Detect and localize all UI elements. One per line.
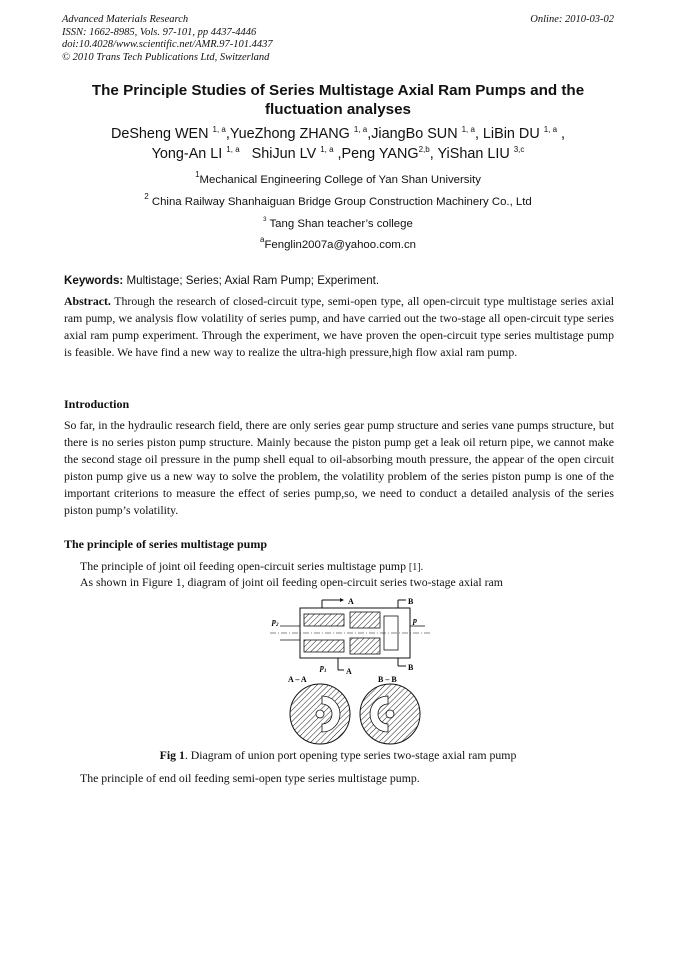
affiliation-2 xyxy=(62,192,614,208)
label-p-right: p xyxy=(413,616,417,625)
author-name: DeSheng WEN xyxy=(110,126,209,142)
introduction-heading: Introduction xyxy=(64,397,130,411)
figure-label: Fig 1 xyxy=(159,748,185,762)
affiliation-3 xyxy=(62,218,614,230)
author-affiliation-mark: 1, a xyxy=(353,125,368,134)
reference-link[interactable]: [1]. xyxy=(408,562,424,573)
author-name: ,JiangBo SUN xyxy=(367,126,458,142)
abstract-label: Abstract. xyxy=(64,294,111,308)
author-affiliation-mark: 3,c xyxy=(513,145,525,154)
author-name: , YiShan LIU xyxy=(429,146,510,162)
author-affiliation-mark: 1, a xyxy=(320,145,334,154)
email-text: Fenglin2007a@yahoo.com.cn xyxy=(264,239,416,251)
author-separator: , xyxy=(557,126,566,142)
label-a-bottom: A xyxy=(346,667,352,676)
introduction-text: So far, in the hydraulic research field, there are only series gear pump structure and series vane pumps structure, but there is no series piston pump structure. Mainly because the piston pump get a leak oil return pipe, we cannot make the second stage oil pressure in the pump shell equal to oil-absorbing mouth pressure, the appear of the open circuit piston pump give us a new way to solve the problem, the volatility problem of the series piston pump is one of the important criterions to measure the effect of series pump,so, we need to conduct a detailed analysis of the series piston pump’s volatility. xyxy=(64,418,614,517)
section-bb-label: B – B xyxy=(378,675,397,684)
pump-diagram-figure xyxy=(270,596,430,746)
caption-text: . Diagram of union port opening type series two-stage axial ram pump xyxy=(184,748,517,762)
affiliation-text: Tang Shan teacher’s college xyxy=(269,218,413,230)
affiliation-text: Mechanical Engineering College of Yan Shan University xyxy=(199,174,481,186)
closing-line: The principle of end oil feeding semi-open type series multistage pump. xyxy=(80,771,420,785)
author-affiliation-mark: 1, a xyxy=(543,125,558,134)
online-date: Online: 2010-03-02 xyxy=(530,14,614,25)
author-name: Yong-An LI xyxy=(151,146,223,162)
affiliation-mark: 2 xyxy=(144,192,149,201)
author-name: , LiBin DU xyxy=(474,126,540,142)
paper-title xyxy=(62,81,614,119)
title-line-2: fluctuation analyses xyxy=(264,101,411,118)
section-bb-view xyxy=(360,684,420,744)
principle-text: The principle of joint oil feeding open-circuit series multistage pump xyxy=(80,559,409,573)
section-arrow-b-top xyxy=(398,597,414,608)
label-p2: $p_2$ xyxy=(272,617,279,628)
principle-line-2: As shown in Figure 1, diagram of joint oil feeding open-circuit series two-stage axial ram xyxy=(80,575,503,589)
section-arrow-a-top xyxy=(322,597,354,608)
label-b-top: B xyxy=(408,597,414,606)
pump-body xyxy=(270,608,430,658)
section-aa-view xyxy=(290,684,350,744)
journal-name: Advanced Materials Research xyxy=(62,14,189,25)
author-list xyxy=(62,124,614,164)
keywords xyxy=(64,274,379,287)
affiliation-mark: 1 xyxy=(195,170,200,179)
author-affiliation-mark: 1, a xyxy=(461,125,475,134)
principle-line-1 xyxy=(80,559,423,574)
principle-heading: The principle of series multistage pump xyxy=(64,537,267,551)
affiliation-text: China Railway Shanhaiguan Bridge Group Construction Machinery Co., Ltd xyxy=(151,196,532,208)
title-line-1: The Principle Studies of Series Multistage Axial Ram Pumps and the xyxy=(91,82,585,99)
abstract-text: Through the research of closed-circuit type, semi-open type, all open-circuit type multistage series axial ram pump, we analysis flow volatility of series pump, and have carried out the two-stage all open-circuit type series axial ram pump experiment. Through the experiment, we have proven the open-circuit type series multistage pump is feasible. We have find a new way to realize the ultra-high pressure,high flow axial ram pump. xyxy=(64,294,614,359)
author-line-2 xyxy=(62,144,614,164)
abstract xyxy=(64,293,614,361)
affiliation-mark: 3 xyxy=(263,217,267,223)
author-name: ShiJun LV xyxy=(251,146,317,162)
label-p1: $p_1$ xyxy=(320,663,327,674)
author-affiliation-mark: 1, a xyxy=(212,125,226,134)
author-line-1 xyxy=(62,124,614,144)
section-arrow-a-bottom xyxy=(338,658,352,676)
author-name: ,YueZhong ZHANG xyxy=(225,126,350,142)
section-arrow-b-bottom xyxy=(398,658,414,672)
keywords-label: Keywords: xyxy=(64,274,124,287)
keywords-text: Multistage; Series; Axial Ram Pump; Experiment. xyxy=(123,274,380,287)
section-aa-label: A – A xyxy=(288,675,307,684)
journal-header xyxy=(62,14,614,64)
label-a-top: A xyxy=(348,597,354,606)
affiliation-email xyxy=(62,235,614,251)
label-b-bottom: B xyxy=(408,663,414,672)
issn-line: ISSN: 1662-8985, Vols. 97-101, pp 4437-4446 xyxy=(62,26,257,38)
affiliation-mark: a xyxy=(260,235,265,244)
affiliation-1 xyxy=(62,170,614,186)
author-name: ,Peng YANG xyxy=(333,146,419,162)
copyright-line: © 2010 Trans Tech Publications Ltd, Switzerland xyxy=(62,51,270,63)
author-affiliation-mark: 2,b xyxy=(418,145,430,154)
figure-caption xyxy=(62,748,614,763)
doi-line: doi:10.4028/www.scientific.net/AMR.97-101.4437 xyxy=(62,39,273,50)
author-affiliation-mark: 1, a xyxy=(226,145,240,154)
